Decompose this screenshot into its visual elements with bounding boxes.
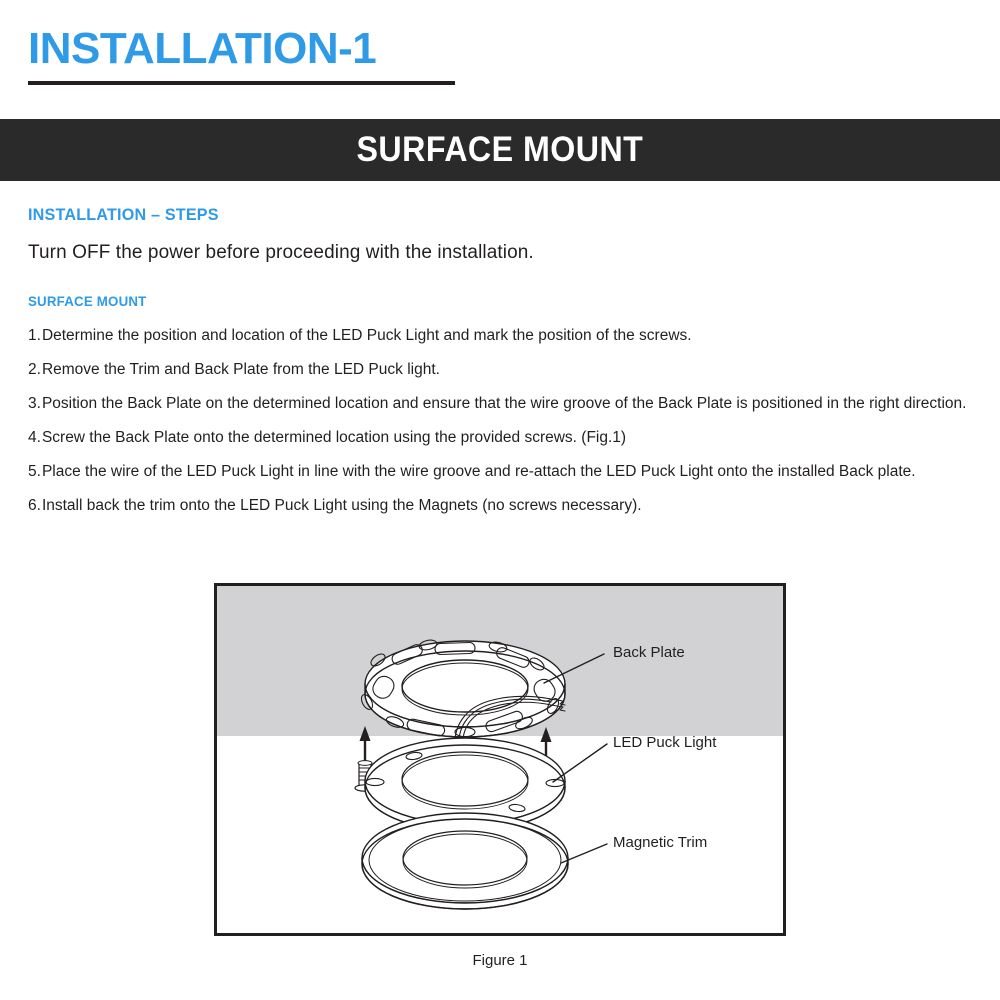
page-title-block [28,26,458,85]
page-title: INSTALLATION-1 [28,24,377,73]
list-item [28,360,972,381]
figure-caption: Figure 1 [472,952,528,969]
step-number: 3. [28,394,41,412]
figure-1 [214,583,786,936]
step-text: Place the wire of the LED Puck Light in line with the wire groove and re-attach the LED Puck Light onto the installed Back plate. [41,462,916,480]
list-item [28,462,972,483]
section-banner [0,119,1000,181]
step-text: Remove the Trim and Back Plate from the LED Puck light. [41,360,440,378]
installation-steps-heading: INSTALLATION – STEPS [28,205,219,224]
step-number: 2. [28,360,41,378]
list-item [28,394,972,415]
step-text: Determine the position and location of the LED Puck Light and mark the position of the screws. [41,327,692,344]
figure-label-led-puck-light: LED Puck Light [613,734,717,751]
page-title-underline [28,81,455,85]
list-item [28,496,972,517]
figure-border-box [214,583,786,936]
power-off-notice: Turn OFF the power before proceeding with the installation. [28,242,534,263]
magnetic-trim-graphic [362,813,568,909]
list-item [28,326,972,347]
content-area [28,205,972,530]
step-text: Install back the trim onto the LED Puck Light using the Magnets (no screws necessary). [41,496,642,514]
surface-mount-heading: SURFACE MOUNT [28,293,147,309]
banner-title: SURFACE MOUNT [356,130,644,169]
step-text: Screw the Back Plate onto the determined location using the provided screws. (Fig.1) [41,428,627,446]
exploded-assembly-diagram [217,586,783,933]
step-number: 5. [28,462,41,480]
step-number: 4. [28,428,41,446]
figure-label-back-plate: Back Plate [613,644,685,661]
step-text: Position the Back Plate on the determined location and ensure that the wire groove of the Back Plate is positioned in the right direction. [41,394,967,412]
figure-label-magnetic-trim: Magnetic Trim [613,834,708,851]
step-number: 1. [28,327,41,344]
list-item [28,428,972,449]
step-number: 6. [28,496,41,514]
installation-steps-list [28,326,972,517]
